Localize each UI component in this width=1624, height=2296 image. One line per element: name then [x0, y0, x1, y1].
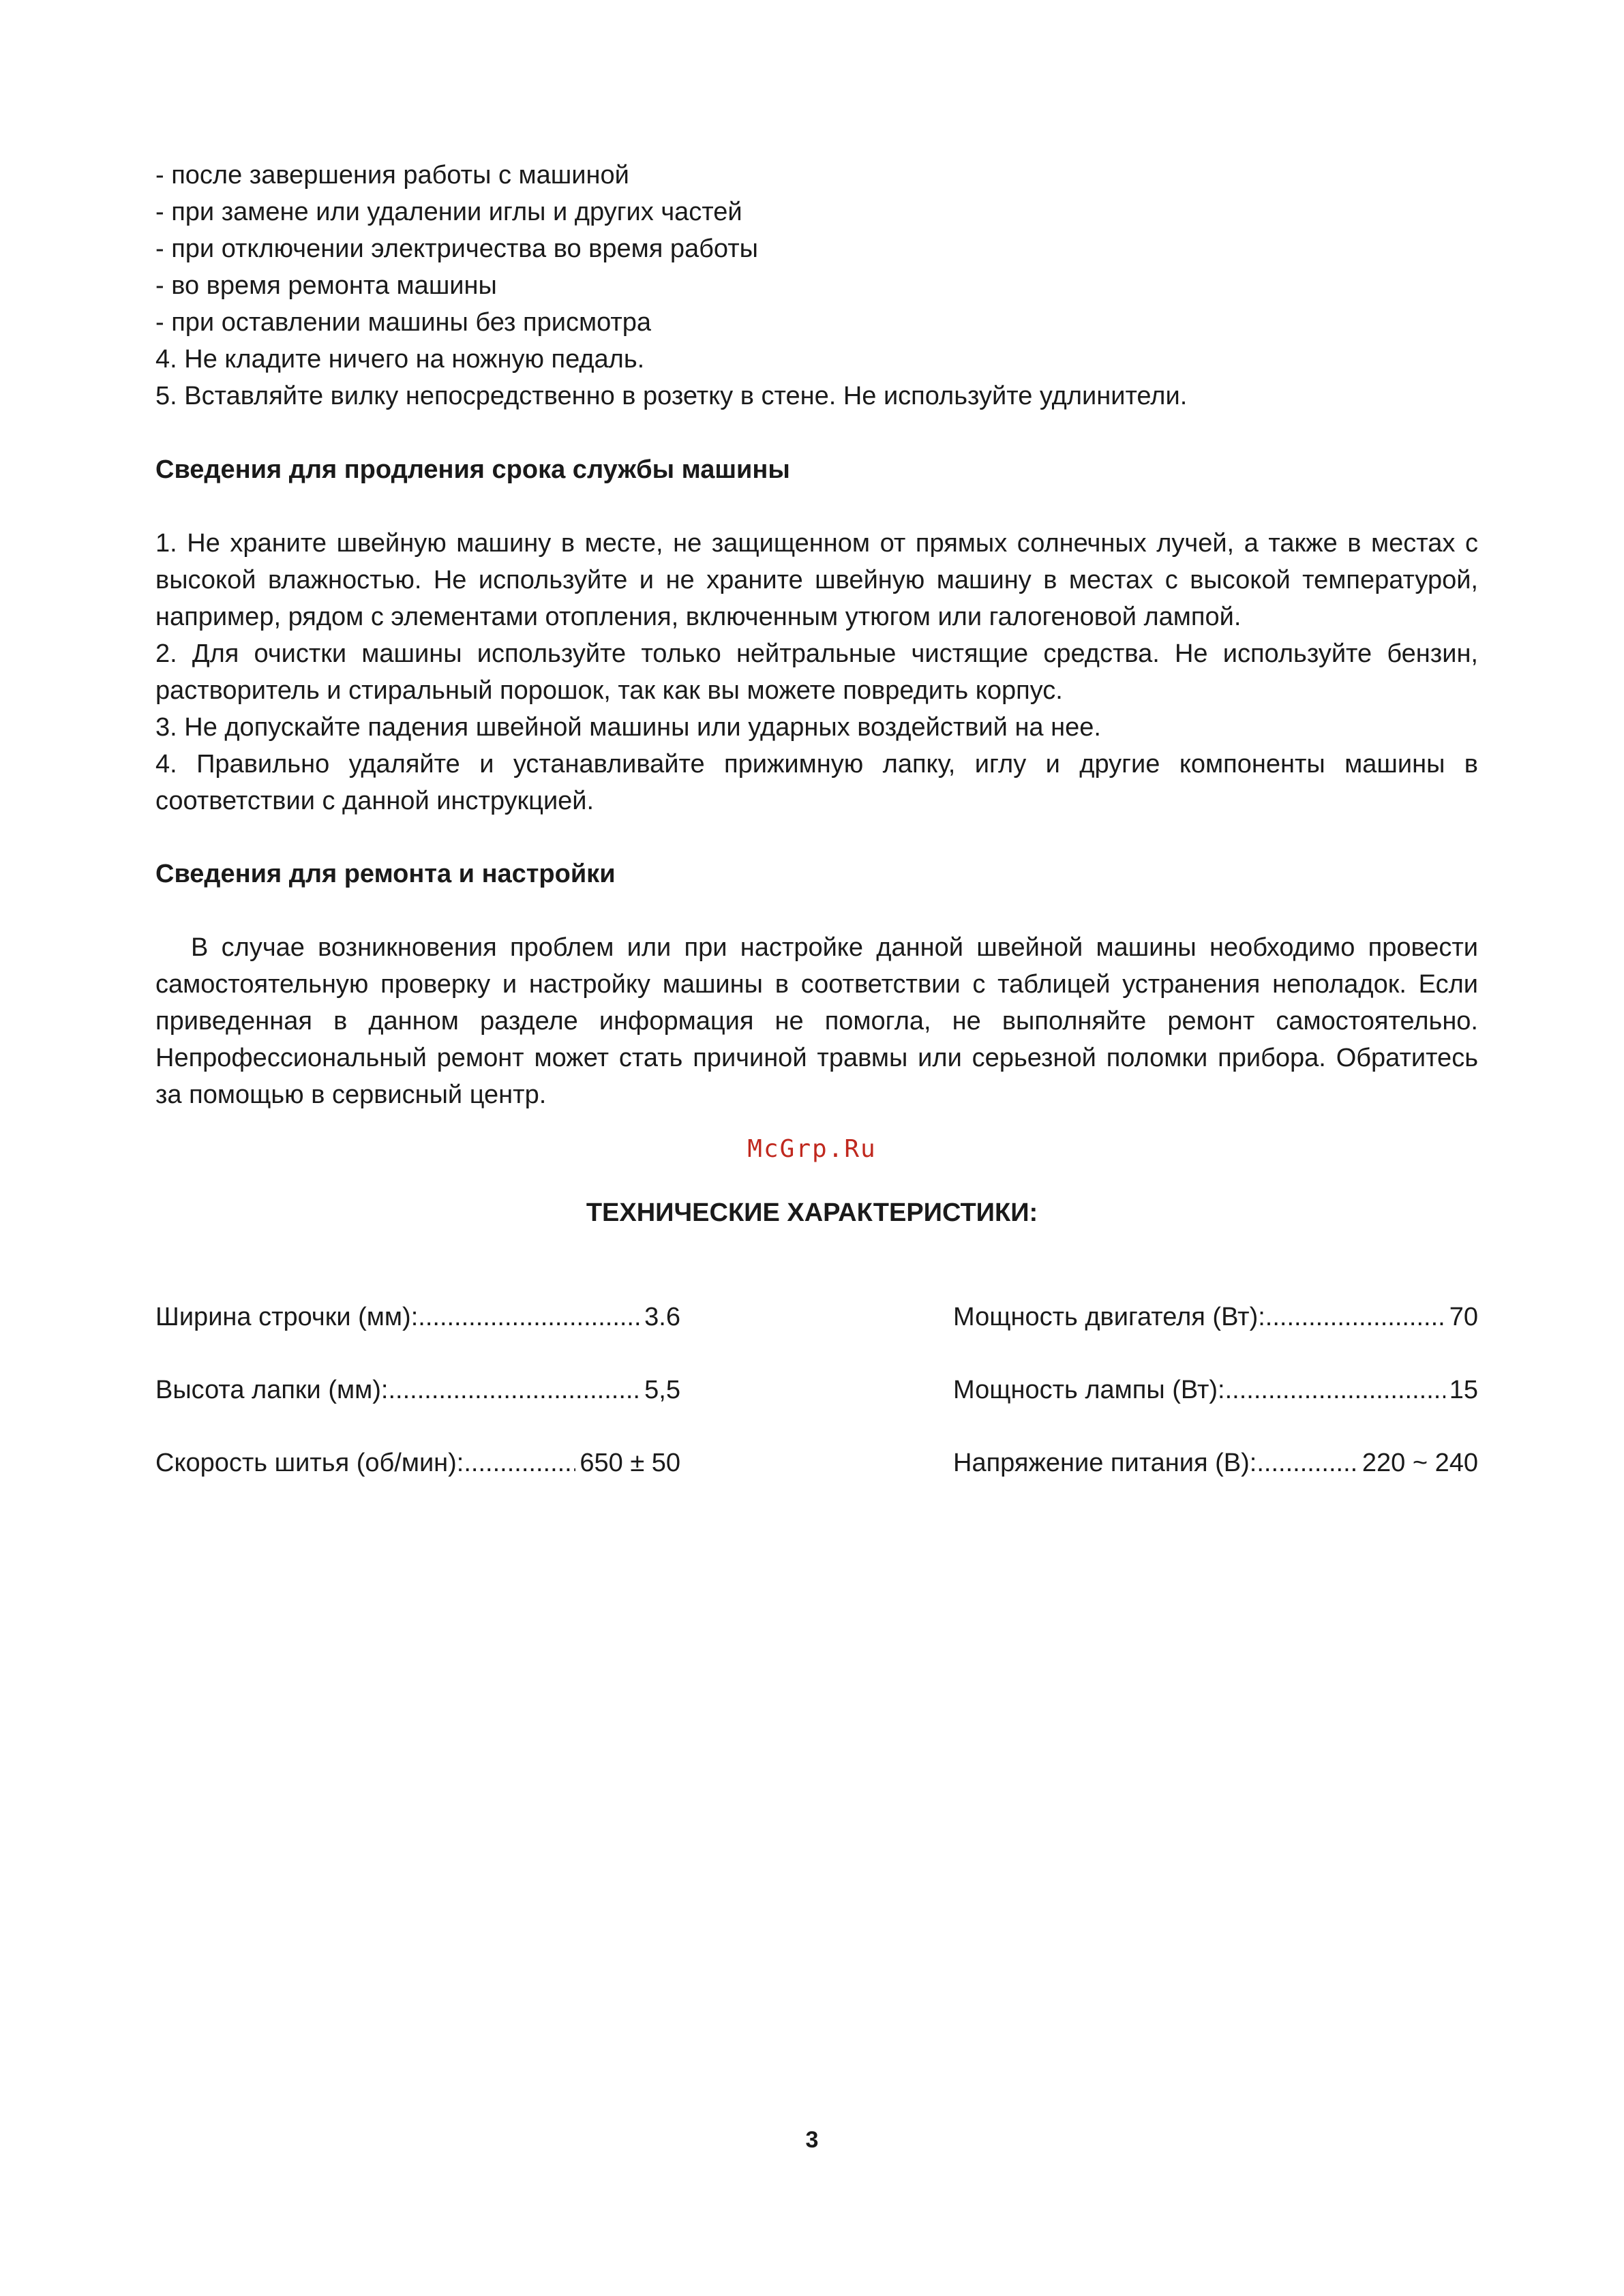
list-item: 5. Вставляйте вилку непосредственно в розетку в стене. Не используйте удлинители. [155, 382, 1188, 410]
spec-row [953, 1445, 1478, 1481]
spec-row [953, 1372, 1478, 1408]
spec-value: 5,5 [644, 1376, 680, 1404]
spec-label: Ширина строчки (мм): [155, 1303, 419, 1331]
precautions-list [155, 157, 1478, 414]
list-item: - во время ремонта машины [155, 271, 497, 300]
spec-label: Напряжение питания (В): [953, 1449, 1257, 1477]
list-item: - при замене или удалении иглы и других частей [155, 198, 742, 226]
leader-dots [388, 1372, 640, 1408]
spec-value: 70 [1449, 1303, 1478, 1331]
spec-value: 220 ~ 240 [1362, 1449, 1478, 1477]
spec-value: 650 ± 50 [580, 1449, 680, 1477]
section-heading: Сведения для продления срока службы машины [155, 455, 790, 484]
spec-value: 15 [1449, 1376, 1478, 1404]
spec-value: 3.6 [644, 1303, 680, 1331]
list-item: 1. Не храните швейную машину в месте, не защищенном от прямых солнечных лучей, а также в местах с высокой влажностью. Не используйте и не храните швейную машину в местах с высокой температурой, например, рядом с элементами отопления, включенным утюгом или галогеновой лампой. [155, 529, 1478, 631]
list-item: 4. Правильно удаляйте и устанавливайте прижимную лапку, иглу и другие компоненты машины в соответствии с данной инструкцией. [155, 750, 1478, 815]
service-life-items [155, 525, 1478, 819]
leader-dots [464, 1445, 575, 1481]
spec-label: Мощность лампы (Вт): [953, 1376, 1225, 1404]
leader-dots [1257, 1445, 1358, 1481]
list-item: 4. Не кладите ничего на ножную педаль. [155, 345, 645, 374]
spec-row [155, 1372, 680, 1408]
leader-dots [1265, 1299, 1445, 1335]
page-number: 3 [805, 2127, 819, 2153]
section-repair [155, 856, 1478, 892]
specs-title: ТЕХНИЧЕСКИЕ ХАРАКТЕРИСТИКИ: [586, 1198, 1038, 1227]
spec-label: Скорость шитья (об/мин): [155, 1449, 464, 1477]
leader-dots [1225, 1372, 1445, 1408]
list-item: 2. Для очистки машины используйте только нейтральные чистящие средства. Не используйте бензин, растворитель и стиральный порошок, так как вы можете повредить корпус. [155, 639, 1478, 705]
list-item: - при оставлении машины без присмотра [155, 308, 652, 337]
spec-label: Высота лапки (мм): [155, 1376, 389, 1404]
repair-paragraph: В случае возникновения проблем или при настройке данной швейной машины необходимо провести самостоятельную проверку и настройку машины в соответствии с таблицей устранения неполадок. Если приведенная в данном разделе информация не помогла, не выполняйте ремонт самостоятельно. Непрофессиональный ремонт может стать причиной травмы или серьезной поломки прибора. Обратитесь за помощью в сервисный центр. [155, 933, 1478, 1109]
list-item: - при отключении электричества во время работы [155, 235, 758, 263]
section-heading: Сведения для ремонта и настройки [155, 860, 616, 888]
leader-dots [418, 1299, 640, 1335]
spec-row [155, 1445, 680, 1481]
repair-paragraph-block [155, 929, 1478, 1113]
watermark-text: McGrp.Ru [747, 1135, 877, 1163]
list-item: - после завершения работы с машиной [155, 161, 629, 190]
spec-row [155, 1299, 680, 1335]
section-service-life [155, 451, 1478, 488]
list-item: 3. Не допускайте падения швейной машины или ударных воздействий на нее. [155, 713, 1101, 742]
spec-label: Мощность двигателя (Вт): [953, 1303, 1265, 1331]
spec-row [953, 1299, 1478, 1335]
